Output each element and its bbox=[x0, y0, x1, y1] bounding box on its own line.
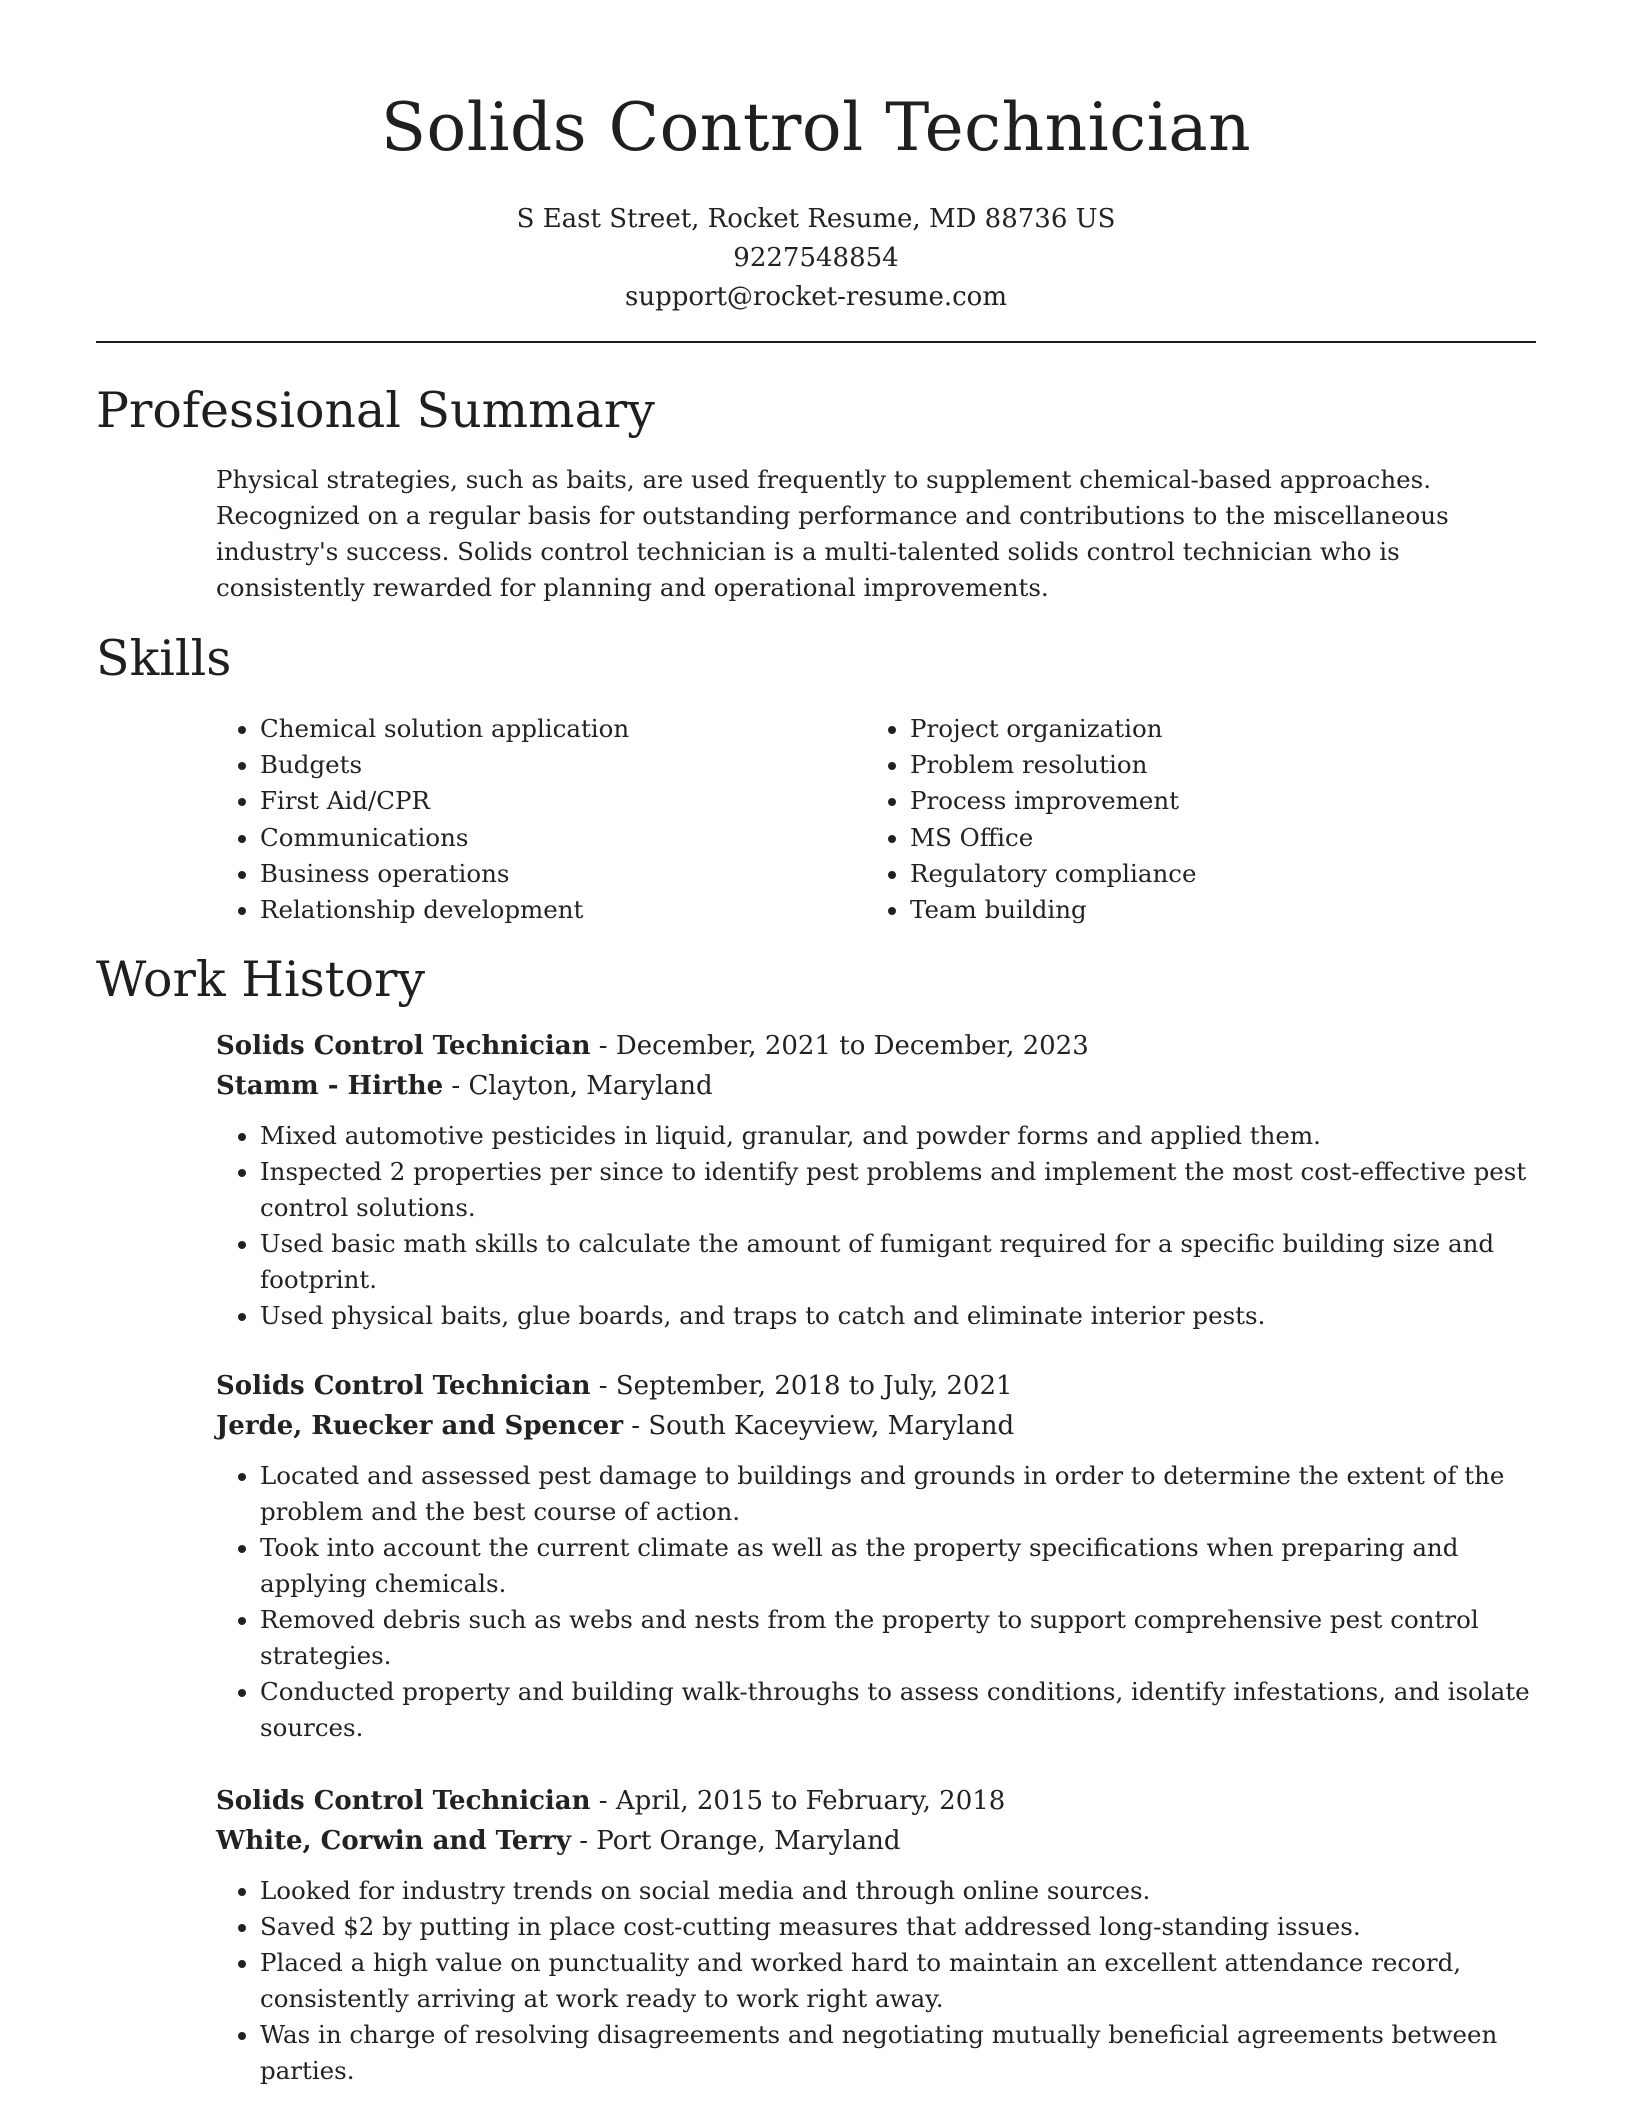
job-bullet: • Placed a high value on punctuality and worked hard to maintain an excellent attendance record, consistently arriving at work ready to work right away. bbox=[260, 1945, 1530, 2017]
job-title-line bbox=[216, 1026, 1536, 1066]
skill-item: • Regulatory compliance bbox=[910, 856, 1510, 892]
contact-phone: 9227548854 bbox=[733, 243, 899, 273]
skill-item: • Project organization bbox=[910, 711, 1510, 747]
job-company: Jerde, Ruecker and Spencer bbox=[216, 1411, 624, 1441]
job-bullet: • Removed debris such as webs and nests from the property to support comprehensive pest control strategies. bbox=[260, 1602, 1530, 1674]
job-entry bbox=[216, 1026, 1536, 1334]
job-dates: - September, 2018 to July, 2021 bbox=[590, 1371, 1013, 1401]
contact-info bbox=[0, 200, 1632, 317]
job-company: White, Corwin and Terry bbox=[216, 1826, 571, 1856]
job-company: Stamm - Hirthe bbox=[216, 1071, 444, 1101]
job-bullet: • Used basic math skills to calculate the amount of fumigant required for a specific building size and footprint. bbox=[260, 1226, 1530, 1298]
job-bullet: • Looked for industry trends on social media and through online sources. bbox=[260, 1873, 1530, 1909]
resume-header bbox=[0, 0, 1632, 317]
skills-column-2 bbox=[866, 711, 1510, 928]
job-entry bbox=[216, 1366, 1536, 1746]
job-bullet: • Inspected 2 properties per since to identify pest problems and implement the most cost-effective pest control solutions. bbox=[260, 1154, 1530, 1226]
skill-item: • First Aid/CPR bbox=[260, 783, 866, 819]
skill-item: • Chemical solution application bbox=[260, 711, 866, 747]
summary-text: Physical strategies, such as baits, are used frequently to supplement chemical-based approaches. Recognized on a regular basis for outstanding performance and contributions to the miscellaneous industry's success. Solids control technician is a multi-talented solids control technician who is consistently rewarded for planning and operational improvements. bbox=[216, 465, 1449, 602]
job-bullets bbox=[216, 1873, 1530, 2089]
skills-column-1 bbox=[216, 711, 866, 928]
job-role: Solids Control Technician bbox=[216, 1031, 591, 1061]
skills-heading: Skills bbox=[96, 630, 232, 687]
skill-item: • Budgets bbox=[260, 747, 866, 783]
job-title-line bbox=[216, 1781, 1536, 1821]
job-dates: - December, 2021 to December, 2023 bbox=[590, 1031, 1089, 1061]
job-bullet: • Conducted property and building walk-throughs to assess conditions, identify infestations, and isolate sources. bbox=[260, 1674, 1530, 1746]
job-bullet: • Located and assessed pest damage to buildings and grounds in order to determine the extent of the problem and the best course of action. bbox=[260, 1458, 1530, 1530]
job-location: - Port Orange, Maryland bbox=[570, 1826, 901, 1856]
job-bullet: • Used physical baits, glue boards, and traps to catch and eliminate interior pests. bbox=[260, 1298, 1530, 1334]
skill-item: • Relationship development bbox=[260, 892, 866, 928]
job-title-line bbox=[216, 1366, 1536, 1406]
job-location: - South Kaceyview, Maryland bbox=[623, 1411, 1015, 1441]
job-entry bbox=[216, 1781, 1536, 2089]
job-bullet: • Took into account the current climate as well as the property specifications when preparing and applying chemicals. bbox=[260, 1530, 1530, 1602]
work-history-heading: Work History bbox=[96, 951, 426, 1008]
job-role: Solids Control Technician bbox=[216, 1371, 591, 1401]
job-role: Solids Control Technician bbox=[216, 1786, 591, 1816]
skill-item: • MS Office bbox=[910, 820, 1510, 856]
job-location: - Clayton, Maryland bbox=[443, 1071, 713, 1101]
skill-item: • Process improvement bbox=[910, 783, 1510, 819]
skill-item: • Business operations bbox=[260, 856, 866, 892]
job-bullet: • Was in charge of resolving disagreements and negotiating mutually beneficial agreements between parties. bbox=[260, 2017, 1530, 2089]
candidate-name: Solids Control Technician bbox=[380, 89, 1252, 166]
job-company-line bbox=[216, 1066, 1536, 1106]
job-dates: - April, 2015 to February, 2018 bbox=[590, 1786, 1006, 1816]
skills-list bbox=[216, 711, 1516, 928]
skill-item: • Communications bbox=[260, 820, 866, 856]
contact-address: S East Street, Rocket Resume, MD 88736 US bbox=[516, 204, 1116, 234]
job-bullet: • Saved $2 by putting in place cost-cutting measures that addressed long-standing issues. bbox=[260, 1909, 1530, 1945]
job-bullets bbox=[216, 1118, 1530, 1334]
job-bullet: • Mixed automotive pesticides in liquid, granular, and powder forms and applied them. bbox=[260, 1118, 1530, 1154]
job-company-line bbox=[216, 1821, 1536, 1861]
job-bullets bbox=[216, 1458, 1530, 1746]
job-company-line bbox=[216, 1406, 1536, 1446]
header-divider bbox=[96, 341, 1536, 343]
summary-heading: Professional Summary bbox=[96, 382, 655, 439]
skill-item: • Problem resolution bbox=[910, 747, 1510, 783]
skill-item: • Team building bbox=[910, 892, 1510, 928]
contact-email: support@rocket-resume.com bbox=[624, 282, 1007, 312]
